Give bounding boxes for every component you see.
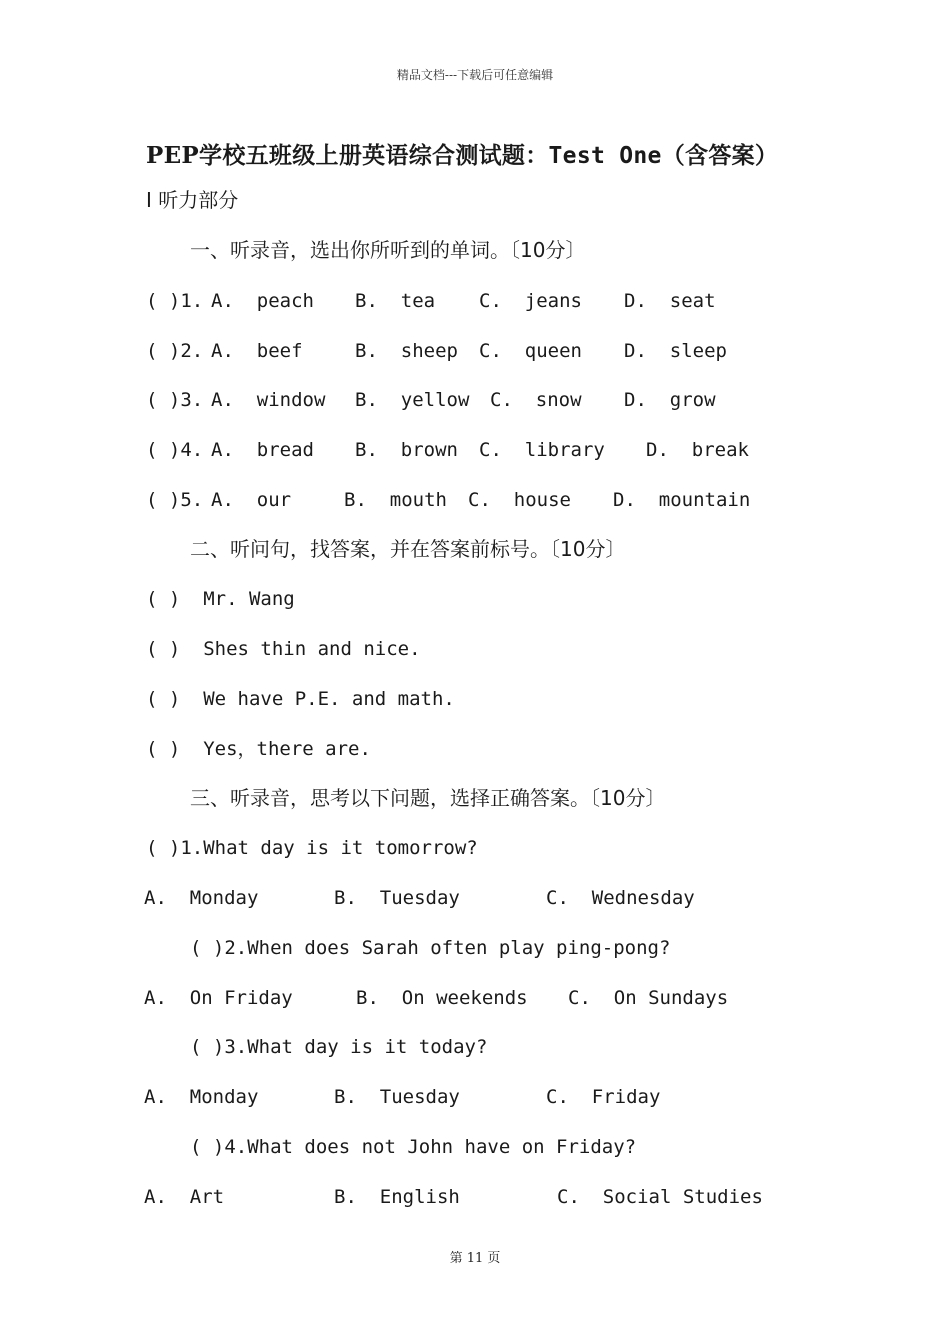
question-number: ( )2. bbox=[146, 340, 204, 362]
title-suffix: （含答案） bbox=[661, 142, 779, 169]
option-c: C. Wednesday bbox=[546, 887, 695, 909]
part3-question: ( )4.What does not John have on Friday? bbox=[190, 1136, 637, 1158]
question-number: ( )3. bbox=[146, 389, 204, 411]
option-c: C. snow bbox=[490, 389, 582, 411]
option-d: D. seat bbox=[624, 290, 716, 312]
option-c: C. Social Studies bbox=[557, 1186, 763, 1208]
part3-question: ( )3.What day is it today? bbox=[190, 1036, 488, 1058]
part2-item: ( ) Mr. Wang bbox=[146, 588, 295, 610]
option-a: A. Monday bbox=[144, 1086, 259, 1108]
question-number: ( )1. bbox=[146, 290, 204, 312]
option-d: D. break bbox=[646, 439, 749, 461]
part2-item: ( ) We have P.E. and math. bbox=[146, 688, 455, 710]
title-en: Test One bbox=[548, 143, 662, 169]
option-a: A. Art bbox=[144, 1186, 225, 1208]
option-a: A. On Friday bbox=[144, 987, 293, 1009]
title-prefix: PEP学校五班级上册英语综合测试题： bbox=[146, 142, 549, 169]
part2-heading: 二、听问句，找答案，并在答案前标号。〔10分〕 bbox=[190, 537, 626, 561]
option-c: C. library bbox=[479, 439, 605, 461]
question-number: ( )4. bbox=[146, 439, 204, 461]
option-c: C. Friday bbox=[546, 1086, 661, 1108]
part2-item: ( ) Yes，there are. bbox=[146, 738, 371, 760]
page-number: 第 11 页 bbox=[449, 1251, 501, 1266]
section-title: I 听力部分 bbox=[146, 188, 239, 212]
option-d: D. mountain bbox=[613, 489, 751, 511]
option-b: B. tea bbox=[355, 290, 436, 312]
page-title bbox=[146, 137, 778, 170]
option-d: D. grow bbox=[624, 389, 716, 411]
option-a: A. peach bbox=[211, 290, 314, 312]
question-number: ( )5. bbox=[146, 489, 204, 511]
option-a: A. beef bbox=[211, 340, 303, 362]
option-a: A. window bbox=[211, 389, 326, 411]
option-b: B. sheep bbox=[355, 340, 458, 362]
part2-item: ( ) Shes thin and nice. bbox=[146, 638, 421, 660]
part1-heading: 一、听录音，选出你所听到的单词。〔10分〕 bbox=[190, 238, 586, 262]
part3-question: ( )2.When does Sarah often play ping-pong? bbox=[190, 937, 671, 959]
option-c: C. jeans bbox=[479, 290, 582, 312]
option-b: B. English bbox=[334, 1186, 460, 1208]
option-c: C. queen bbox=[479, 340, 582, 362]
option-a: A. Monday bbox=[144, 887, 259, 909]
header-note: 精品文档---下载后可任意编辑 bbox=[396, 68, 554, 82]
option-b: B. On weekends bbox=[356, 987, 528, 1009]
option-b: B. brown bbox=[355, 439, 458, 461]
option-a: A. bread bbox=[211, 439, 314, 461]
option-b: B. Tuesday bbox=[334, 1086, 460, 1108]
option-b: B. yellow bbox=[355, 389, 470, 411]
part3-heading: 三、听录音，思考以下问题，选择正确答案。〔10分〕 bbox=[190, 786, 666, 810]
option-b: B. mouth bbox=[344, 489, 447, 511]
option-c: C. house bbox=[468, 489, 571, 511]
option-a: A. our bbox=[211, 489, 292, 511]
option-b: B. Tuesday bbox=[334, 887, 460, 909]
part3-question: ( )1.What day is it tomorrow? bbox=[146, 837, 478, 859]
option-c: C. On Sundays bbox=[568, 987, 729, 1009]
option-d: D. sleep bbox=[624, 340, 727, 362]
